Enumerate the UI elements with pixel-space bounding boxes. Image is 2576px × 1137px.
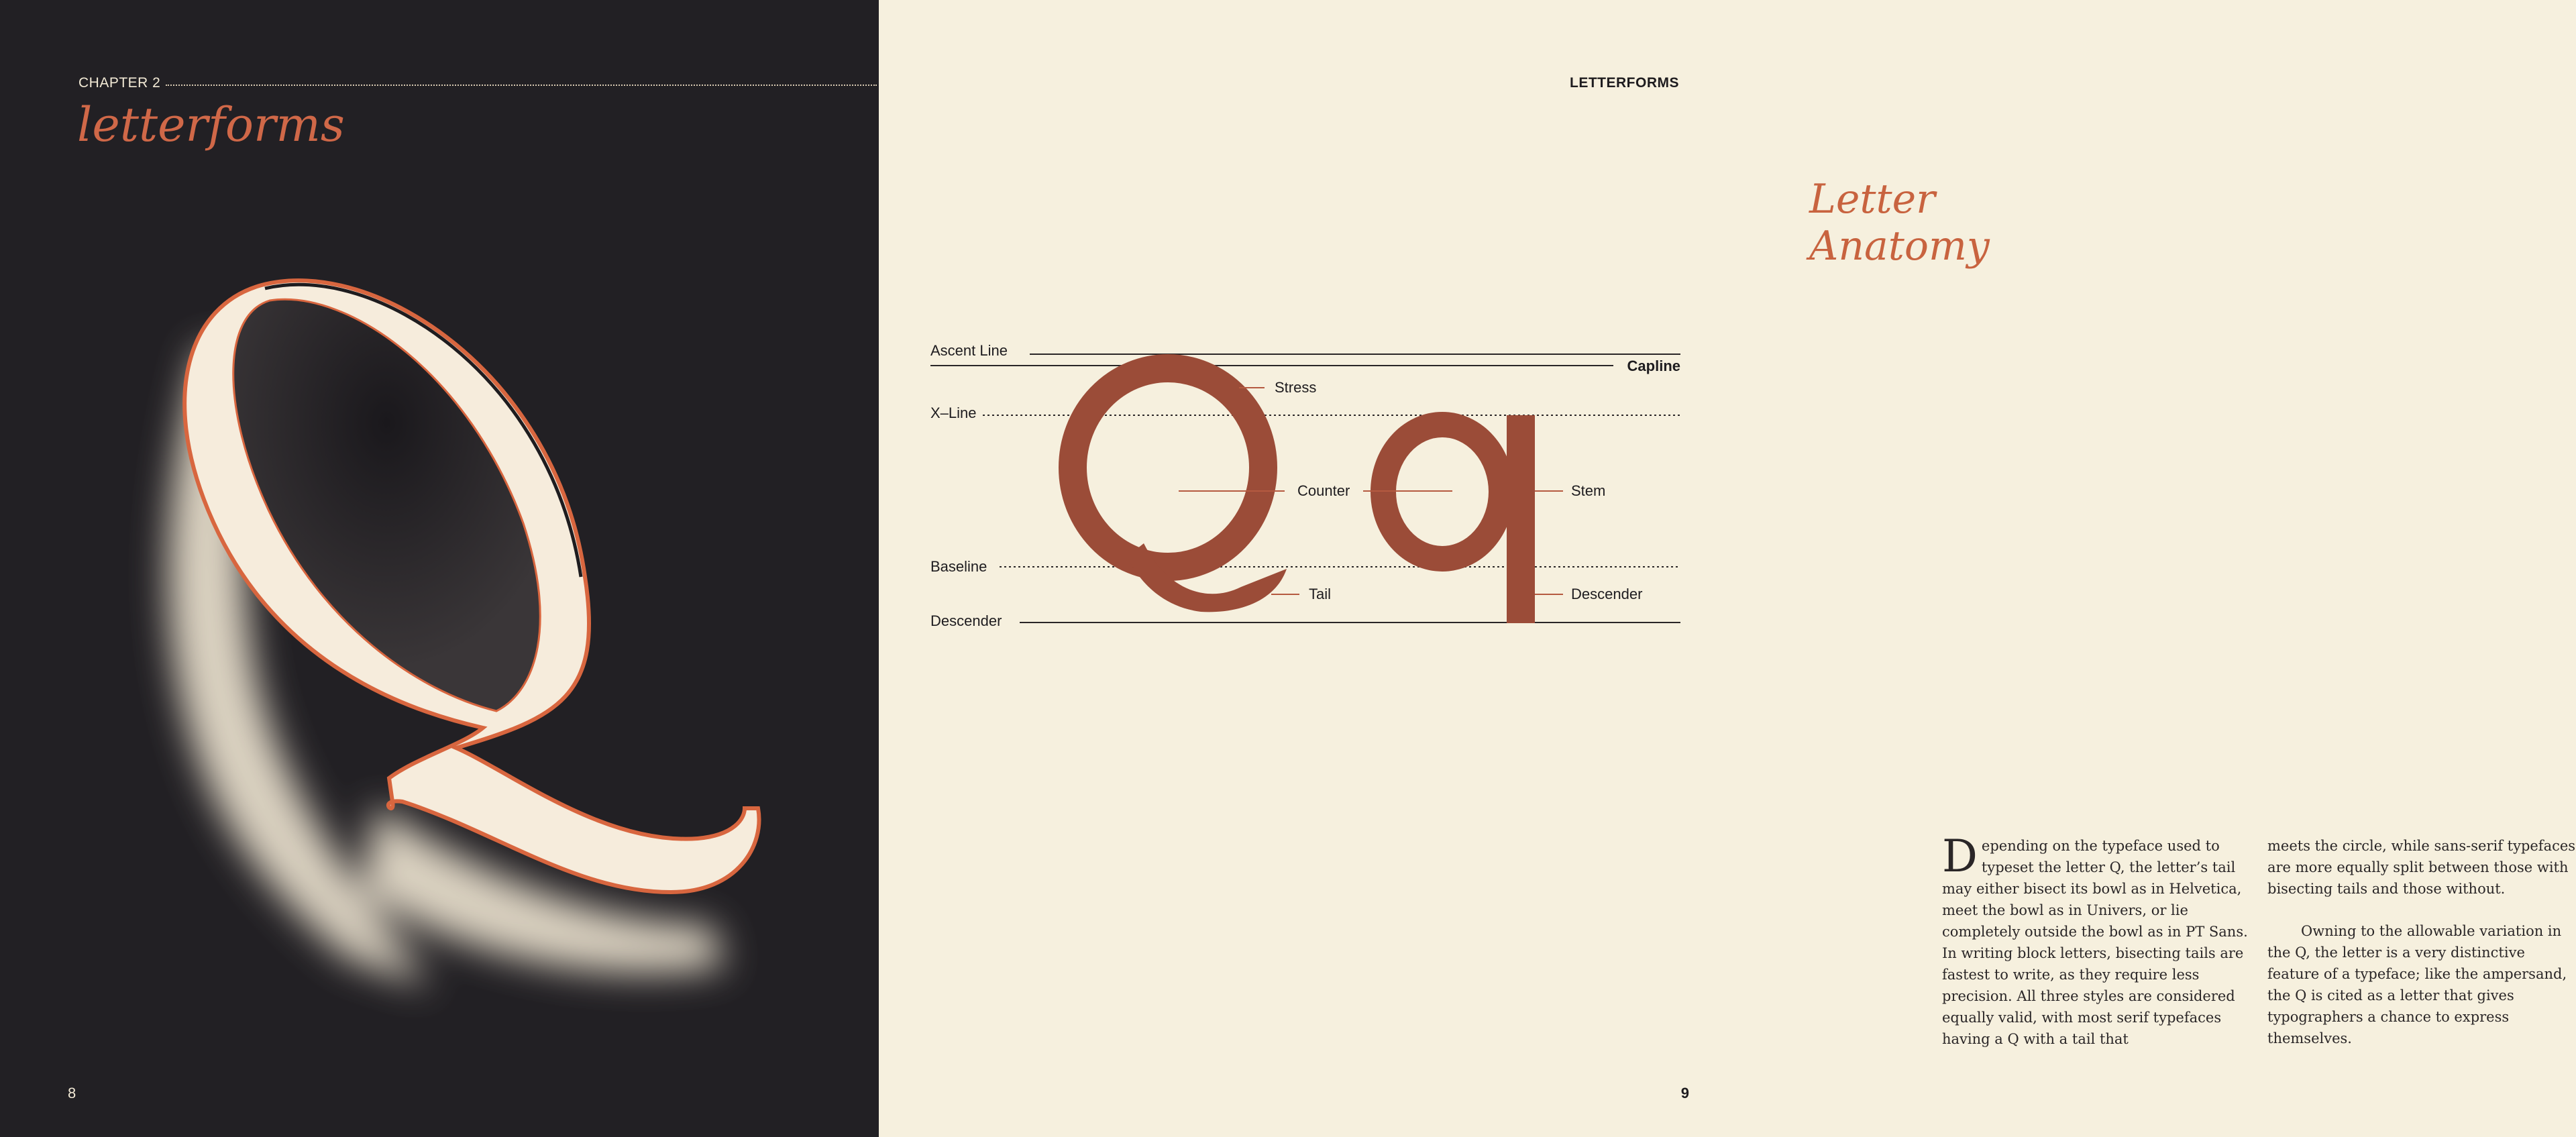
label-counter: Counter — [1297, 482, 1350, 499]
label-descender: Descender — [1571, 586, 1643, 602]
label-descender-line: Descender — [930, 612, 1002, 629]
chapter-label: CHAPTER 2 — [78, 75, 161, 91]
paragraph-2: Owning to the allowable variation in the Q, the letter is a very distinctive feature of a typeface; like the ampersand, the Q is cited as a letter that gives typographers a chance to express themselves. — [2267, 923, 2567, 1046]
label-stem: Stem — [1571, 482, 1606, 499]
left-page — [0, 0, 879, 1137]
header-rule-left — [166, 85, 877, 86]
label-capline: Capline — [1627, 358, 1680, 374]
label-stress: Stress — [1275, 379, 1317, 396]
page-number-right: 9 — [1680, 1085, 1689, 1101]
page-number-left: 8 — [68, 1085, 76, 1101]
paragraph-1-part-1: epending on the typeface used to typeset the letter Q, the letter’s tail may either bisect its bowl as in Helvetica, meet the bowl as in Univers, or lie completely outside the bowl as in PT Sans. In writing block letters, bisecting tails are fastest to write, as they require less precision. All three styles are considered equally valid, with most serif typefaces having a Q with a tail that — [1942, 838, 2248, 1047]
paragraph-1-part-2: meets the circle, while sans-serif typefaces are more equally split between those with bisecting tails and those without. — [2267, 838, 2576, 897]
label-x-line: X–Line — [930, 404, 977, 421]
hero-q-illustration — [0, 0, 879, 1137]
dropcap: D — [1942, 830, 1978, 882]
right-page — [879, 0, 2576, 1137]
body-column-2 — [2267, 835, 2576, 1070]
chapter-title: letterforms — [77, 97, 345, 152]
section-title: Letter Anatomy — [1809, 176, 1990, 270]
label-ascent-line: Ascent Line — [930, 342, 1008, 359]
body-column-1 — [1942, 830, 2251, 1071]
running-head: LETTERFORMS — [1570, 75, 1679, 91]
label-tail: Tail — [1309, 586, 1332, 602]
label-baseline: Baseline — [930, 558, 987, 575]
